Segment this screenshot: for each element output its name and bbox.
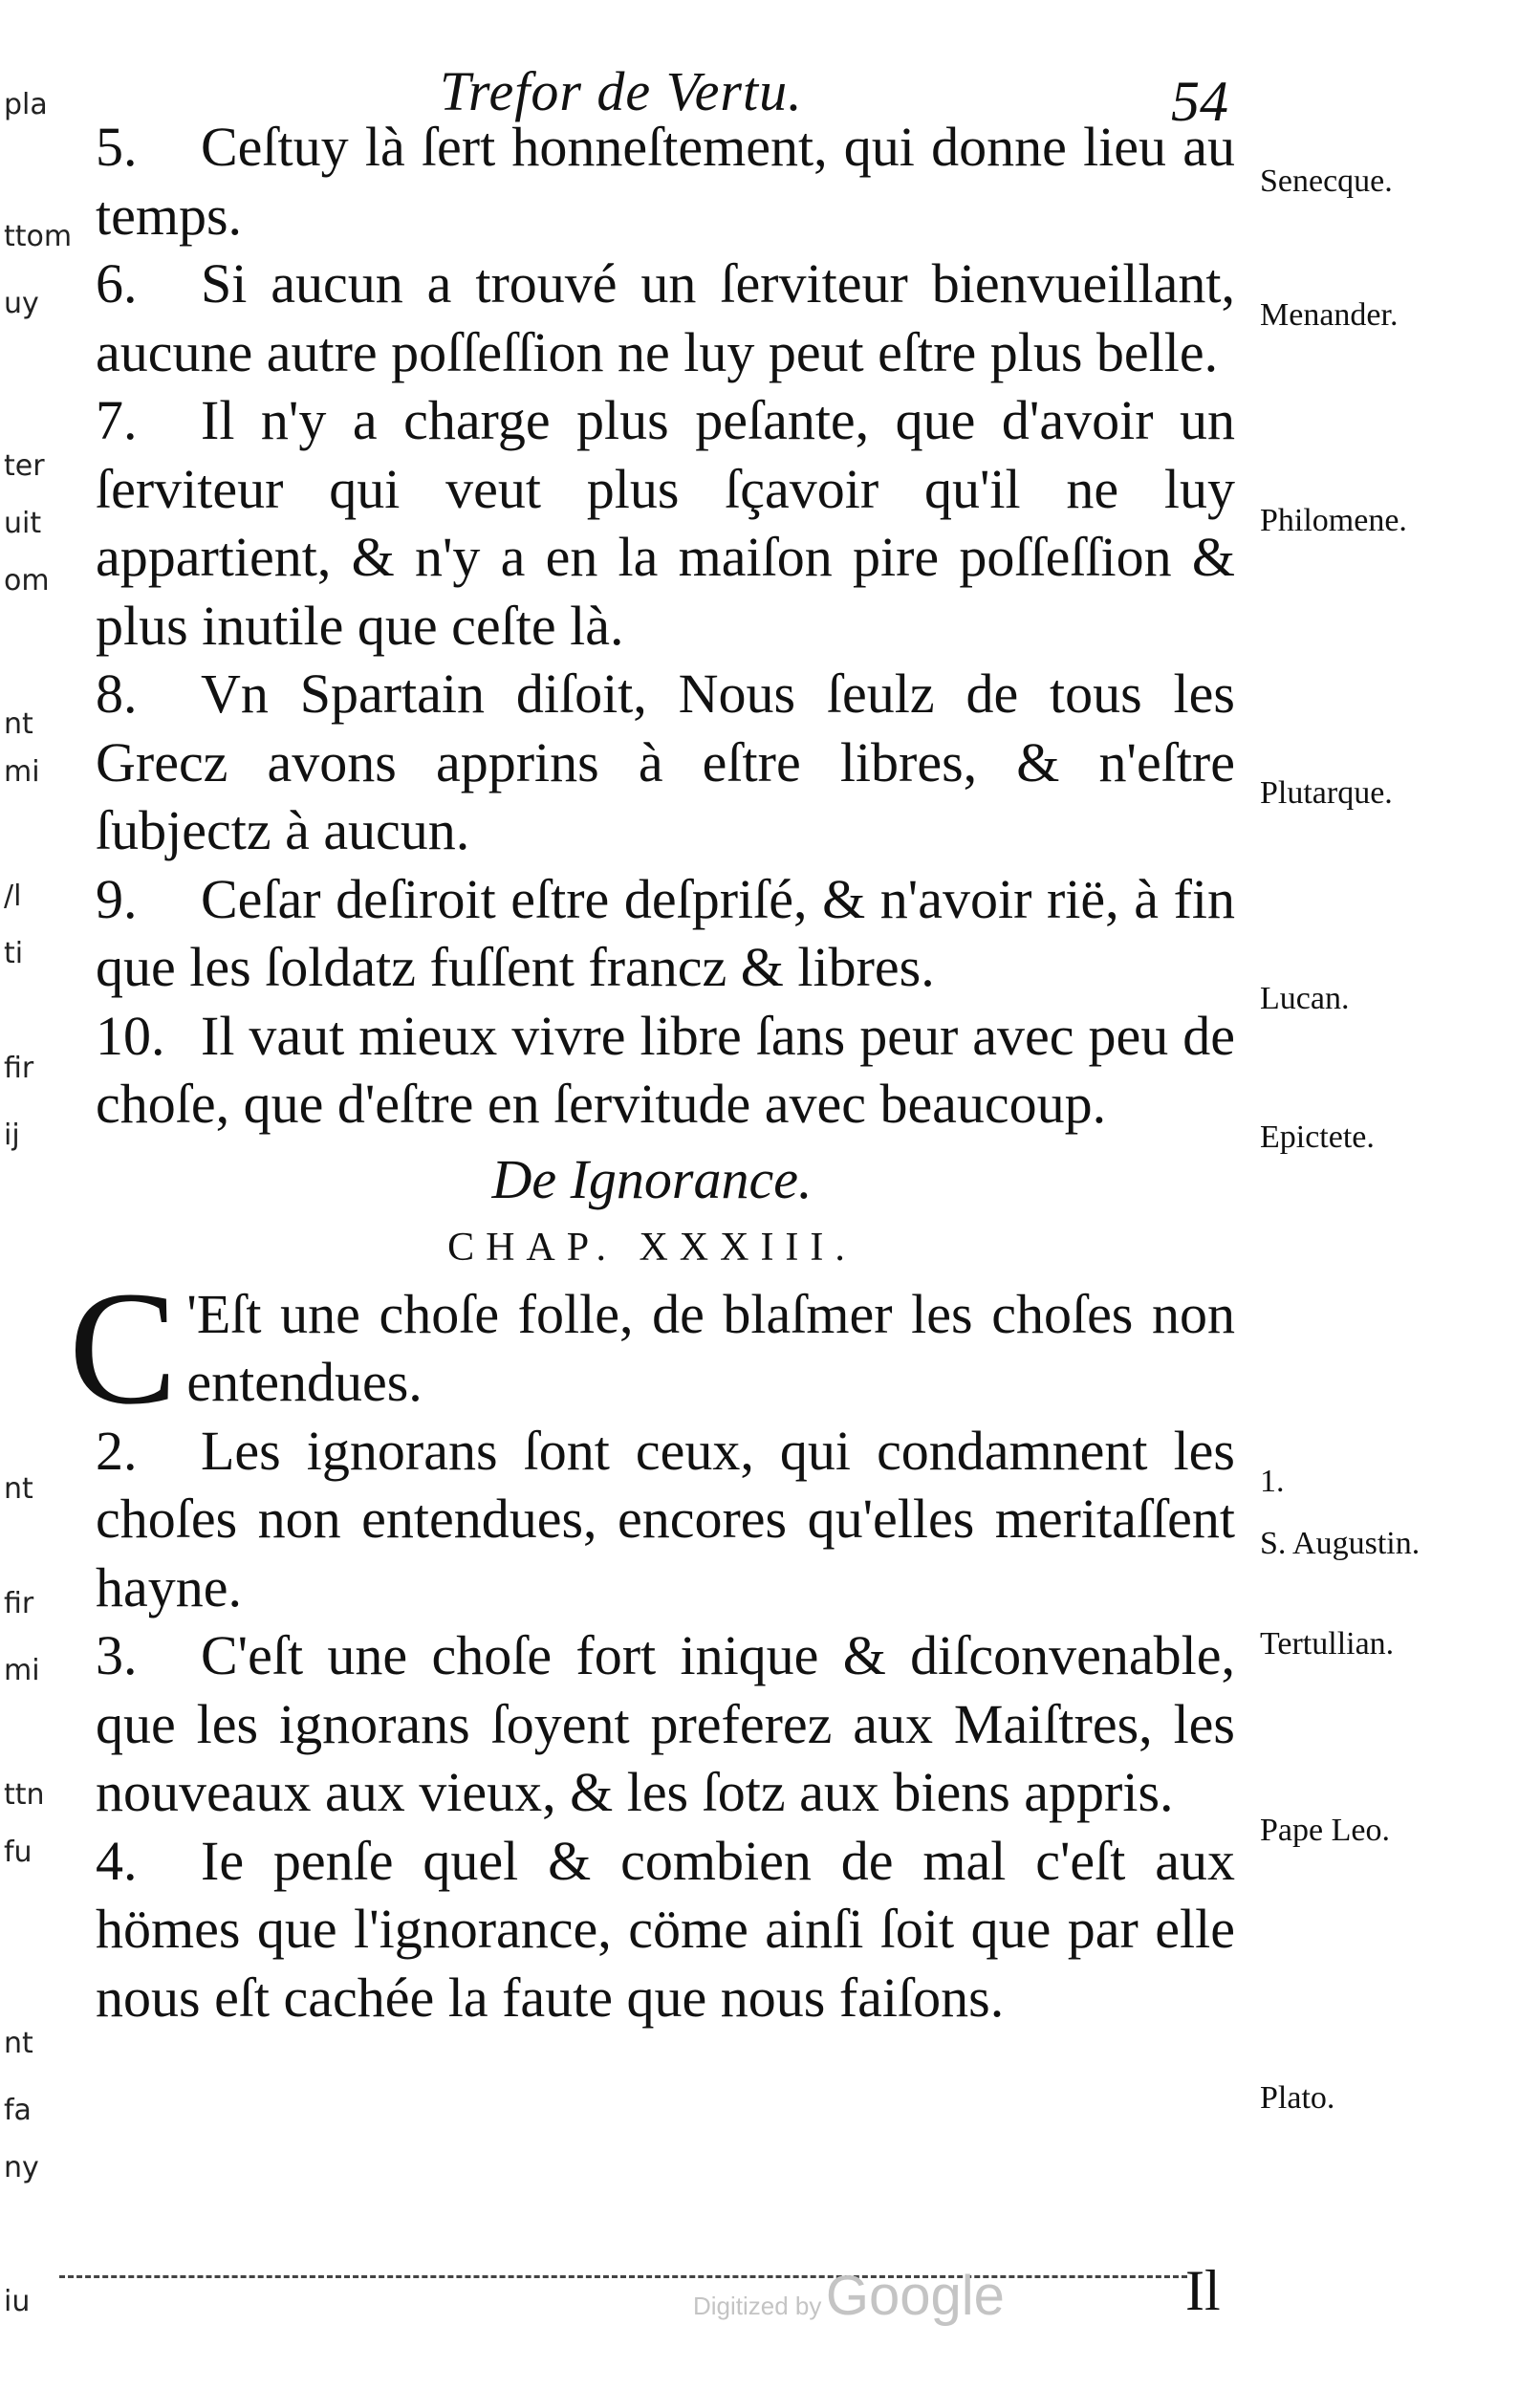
paragraph-number: 5. bbox=[96, 116, 138, 178]
margin-note-number: 1. bbox=[1260, 1464, 1285, 1499]
paragraph bbox=[69, 1417, 1235, 1622]
paragraph-number: 10. bbox=[96, 1004, 165, 1067]
digitized-watermark bbox=[693, 2264, 1005, 2328]
bleed-fragment: ti bbox=[4, 937, 24, 970]
paragraph-text: Vn Spartain diſoit, Nous ſeulz de tous les Grecz avons apprins à eſtre libres, & n'eſtre ſubjectz à aucun. bbox=[96, 663, 1235, 861]
margin-note-philomene: Philomene. bbox=[1260, 503, 1407, 538]
paragraph-number: 4. bbox=[96, 1829, 138, 1892]
paragraph-text: C'eſt une choſe fort inique & diſconvenable, que les ignorans ſoyent preferez aux Maiſtres, les nouveaux aux vieux, & les ſotz aux biens appris. bbox=[96, 1624, 1235, 1823]
margin-note-augustin: S. Augustin. bbox=[1260, 1526, 1421, 1561]
paragraph bbox=[69, 386, 1235, 660]
bleed-fragment: fa bbox=[4, 2094, 32, 2127]
paragraph bbox=[69, 660, 1235, 865]
bleed-fragment: /l bbox=[4, 880, 22, 913]
bleed-fragment: pla bbox=[4, 88, 48, 121]
margin-note-epictete: Epictete. bbox=[1260, 1119, 1375, 1155]
margin-note-plutarque: Plutarque. bbox=[1260, 775, 1393, 811]
bleed-fragment: mi bbox=[4, 1654, 40, 1687]
bleed-fragment: nt bbox=[4, 2027, 33, 2060]
paragraph-number: 8. bbox=[96, 663, 138, 725]
margin-note-lucan: Lucan. bbox=[1260, 981, 1350, 1016]
bleed-fragment: fu bbox=[4, 1836, 33, 1869]
bleed-fragment: mi bbox=[4, 755, 40, 789]
paragraph bbox=[69, 865, 1235, 1002]
bleed-fragment: ny bbox=[4, 2151, 39, 2184]
paragraph-number: 6. bbox=[96, 252, 138, 315]
margin-note-plato: Plato. bbox=[1260, 2080, 1335, 2116]
main-text bbox=[69, 113, 1235, 2032]
bleed-fragment: om bbox=[4, 564, 50, 598]
bleed-fragment: ter bbox=[4, 449, 45, 483]
bleed-fragment: nt bbox=[4, 707, 33, 741]
watermark-caption: Digitized by bbox=[693, 2292, 822, 2320]
paragraph-text: Il n'y a charge plus peſante, que d'avoir un ſerviteur qui veut plus ſçavoir qu'il ne luy appartient, & n'y a en la maiſon pire poſſeſſion & plus inutile que ceſte là. bbox=[96, 389, 1235, 657]
bleed-fragment: fir bbox=[4, 1052, 34, 1085]
margin-note-tertullian: Tertullian. bbox=[1260, 1626, 1395, 1662]
paragraph-number: 3. bbox=[96, 1624, 138, 1686]
google-logo: Google bbox=[825, 2265, 1005, 2327]
paragraph-text: Si aucun a trouvé un ſerviteur bienvueillant, aucune autre poſſeſſion ne luy peut eſtre plus belle. bbox=[96, 252, 1235, 383]
paragraph-number: 7. bbox=[96, 389, 138, 451]
paragraph-text: Les ignorans ſont ceux, qui condamnent les choſes non entendues, encores qu'elles meritaſſent hayne. bbox=[96, 1419, 1235, 1619]
chapter-label: CHAP. XXXIII. bbox=[447, 1225, 857, 1270]
margin-note-seneque: Senecque. bbox=[1260, 163, 1393, 199]
drop-cap: C bbox=[69, 1257, 178, 1438]
paragraph-text: Ie penſe quel & combien de mal c'eſt aux hömes que l'ignorance, cöme ainſi ſoit que par elle nous eſt cachée la faute que nous faiſons. bbox=[96, 1829, 1235, 2029]
catchword: Il bbox=[1185, 2259, 1221, 2322]
margin-note-menander: Menander. bbox=[1260, 297, 1399, 333]
paragraph-text: 'Eſt une choſe folle, de blaſmer les choſes non entendues. bbox=[186, 1282, 1235, 1413]
bleed-fragment: ttom bbox=[4, 220, 73, 253]
bleed-fragment: uit bbox=[4, 507, 42, 540]
paragraph bbox=[69, 250, 1235, 386]
page-number: 54 bbox=[1171, 70, 1228, 133]
bleed-fragment: ttn bbox=[4, 1778, 45, 1812]
facing-page-bleed bbox=[0, 0, 73, 2390]
paragraph-number: 2. bbox=[96, 1419, 138, 1482]
footer-rule bbox=[59, 2275, 1187, 2278]
paragraph bbox=[69, 1827, 1235, 2032]
paragraph bbox=[69, 113, 1235, 250]
bleed-fragment: ij bbox=[4, 1119, 20, 1152]
bleed-fragment: uy bbox=[4, 287, 39, 320]
paragraph-text: Ceſtuy là ſert honneſtement, qui donne lieu au temps. bbox=[96, 116, 1235, 247]
paragraph-text: Ceſar deſiroit eſtre deſpriſé, & n'avoir rië, à fin que les ſoldatz fuſſent francz & libres. bbox=[96, 867, 1235, 998]
margin-note-pape-leo: Pape Leo. bbox=[1260, 1813, 1390, 1848]
bleed-fragment: fir bbox=[4, 1587, 34, 1620]
bleed-fragment: iu bbox=[4, 2285, 31, 2318]
section-heading: De Ignorance. bbox=[491, 1147, 813, 1210]
paragraph-text: Il vaut mieux vivre libre ſans peur avec peu de choſe, que d'eſtre en ſervitude avec beaucoup. bbox=[96, 1004, 1235, 1135]
paragraph bbox=[69, 1002, 1235, 1139]
running-head: Trefor de Vertu. bbox=[440, 60, 803, 122]
paragraph-number: 9. bbox=[96, 867, 138, 930]
paragraph-first bbox=[69, 1257, 1235, 1438]
paragraph bbox=[69, 1621, 1235, 1827]
bleed-fragment: nt bbox=[4, 1472, 33, 1506]
